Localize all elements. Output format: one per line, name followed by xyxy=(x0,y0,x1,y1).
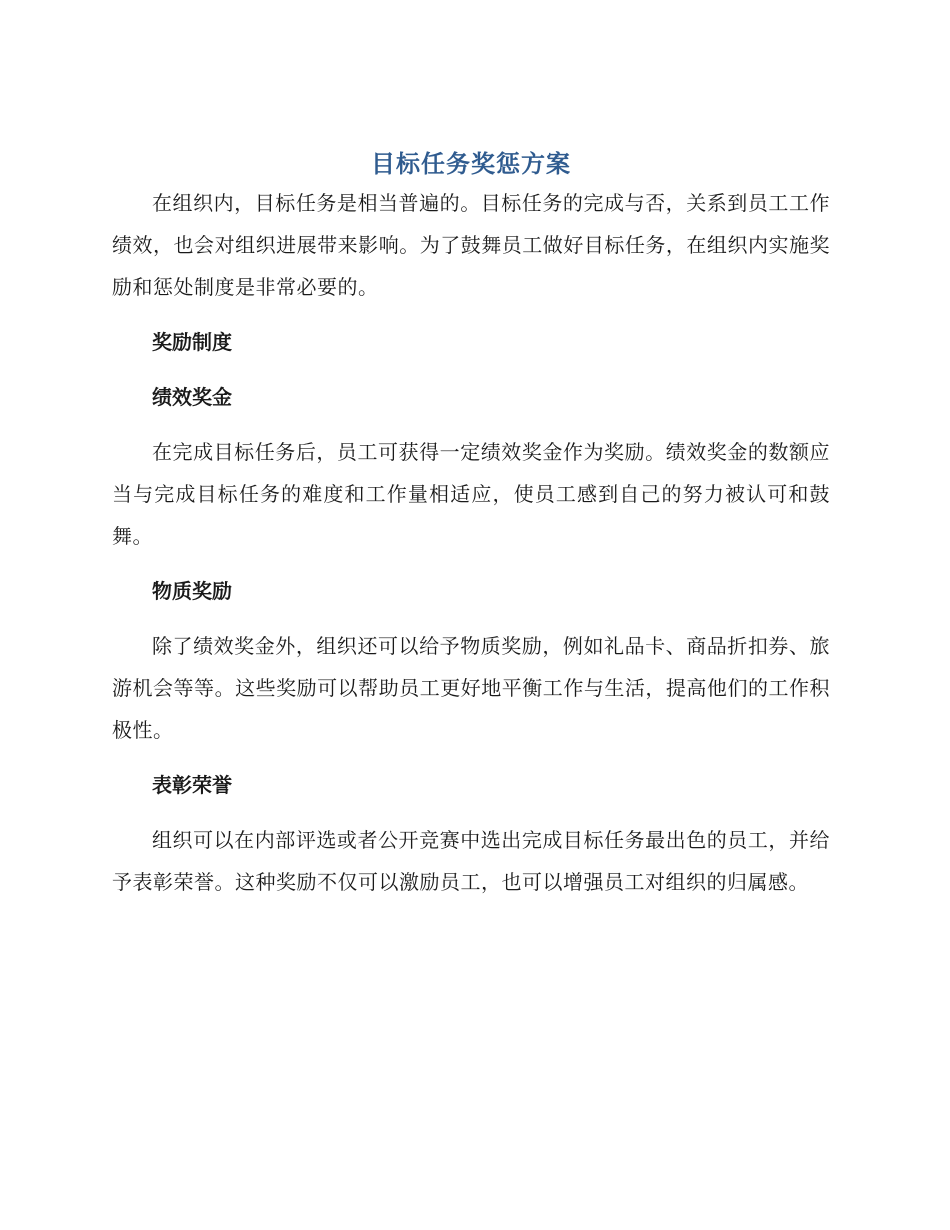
subsection-heading-bonus: 绩效奖金 xyxy=(152,385,232,409)
spacer xyxy=(112,308,830,321)
subsection-body-bonus: 在完成目标任务后，员工可获得一定绩效奖金作为奖励。绩效奖金的数额应当与完成目标任务的难度和工作量相适应，使员工感到自己的努力被认可和鼓舞。 xyxy=(112,440,830,548)
spacer xyxy=(112,806,830,819)
spacer xyxy=(112,363,830,376)
section-heading-reward: 奖励制度 xyxy=(152,330,232,354)
spacer xyxy=(112,751,830,764)
subsection-heading-honor: 表彰荣誉 xyxy=(152,773,232,797)
subsection-body-material: 除了绩效奖金外，组织还可以给予物质奖励，例如礼品卡、商品折扣券、旅游机会等等。这些奖励可以帮助员工更好地平衡工作与生活，提高他们的工作积极性。 xyxy=(112,634,830,742)
spacer xyxy=(112,557,830,570)
subsection-body-honor: 组织可以在内部评选或者公开竞赛中选出完成目标任务最出色的员工，并给予表彰荣誉。这种奖励不仅可以激励员工，也可以增强员工对组织的归属感。 xyxy=(112,828,830,894)
intro-paragraph: 在组织内，目标任务是相当普遍的。目标任务的完成与否，关系到员工工作绩效，也会对组织进展带来影响。为了鼓舞员工做好目标任务，在组织内实施奖励和惩处制度是非常必要的。 xyxy=(112,191,830,299)
document-title: 目标任务奖惩方案 xyxy=(371,150,571,178)
document-content xyxy=(112,146,830,903)
spacer xyxy=(112,418,830,431)
subsection-heading-material: 物质奖励 xyxy=(152,579,232,603)
spacer xyxy=(112,612,830,625)
